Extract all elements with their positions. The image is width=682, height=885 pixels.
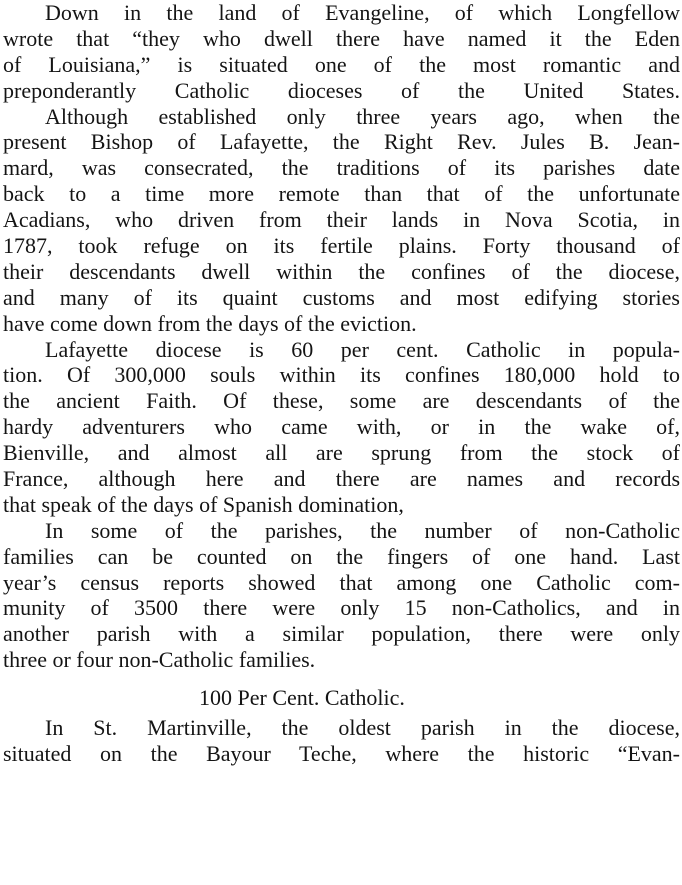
text-line: Although established only three years ago, when the bbox=[45, 103, 680, 129]
text-line: munity of 3500 there were only 15 non-Catholics, and in bbox=[3, 595, 680, 621]
paragraph-3 bbox=[3, 337, 680, 518]
section-subheading: 100 Per Cent. Catholic. bbox=[199, 685, 405, 711]
text-line: of Louisiana,” is situated one of the most romantic and bbox=[3, 51, 680, 77]
text-line: their descendants dwell within the confines of the diocese, bbox=[3, 258, 680, 284]
text-line: situated on the Bayour Teche, where the historic “Evan- bbox=[3, 741, 680, 767]
text-line: wrote that “they who dwell there have named it the Eden bbox=[3, 25, 680, 51]
text-line: that speak of the days of Spanish domination, bbox=[3, 491, 404, 517]
text-line: hardy adventurers who came with, or in the wake of, bbox=[3, 414, 680, 440]
text-line: year’s census reports showed that among one Catholic com- bbox=[3, 569, 680, 595]
text-line: have come down from the days of the eviction. bbox=[3, 310, 417, 336]
text-line: Down in the land of Evangeline, of which Longfellow bbox=[45, 0, 680, 25]
text-line: mard, was consecrated, the traditions of its parishes date bbox=[3, 155, 680, 181]
text-line: Acadians, who driven from their lands in Nova Scotia, in bbox=[3, 207, 680, 233]
text-line: back to a time more remote than that of the unfortunate bbox=[3, 181, 680, 207]
text-line: In St. Martinville, the oldest parish in the diocese, bbox=[45, 715, 680, 741]
article-page bbox=[3, 0, 680, 767]
text-line: Lafayette diocese is 60 per cent. Catholic in popula- bbox=[45, 336, 680, 362]
text-line: France, although here and there are names and records bbox=[3, 466, 680, 492]
text-line: another parish with a similar population, there were only bbox=[3, 621, 680, 647]
text-line: tion. Of 300,000 souls within its confines 180,000 hold to bbox=[3, 362, 680, 388]
text-line: the ancient Faith. Of these, some are descendants of the bbox=[3, 388, 680, 414]
text-line: Bienville, and almost all are sprung from the stock of bbox=[3, 440, 680, 466]
text-line: In some of the parishes, the number of non-Catholic bbox=[45, 517, 680, 543]
paragraph-1 bbox=[3, 0, 680, 104]
text-line: and many of its quaint customs and most edifying stories bbox=[3, 284, 680, 310]
paragraph-5 bbox=[3, 715, 680, 767]
paragraph-2 bbox=[3, 104, 680, 337]
text-line: preponderantly Catholic dioceses of the United States. bbox=[3, 77, 680, 103]
paragraph-4 bbox=[3, 518, 680, 673]
text-line: present Bishop of Lafayette, the Right Rev. Jules B. Jean- bbox=[3, 129, 680, 155]
text-line: families can be counted on the fingers of one hand. Last bbox=[3, 543, 680, 569]
text-line: three or four non-Catholic families. bbox=[3, 647, 316, 673]
text-line: 1787, took refuge on its fertile plains. Forty thousand of bbox=[3, 233, 680, 259]
